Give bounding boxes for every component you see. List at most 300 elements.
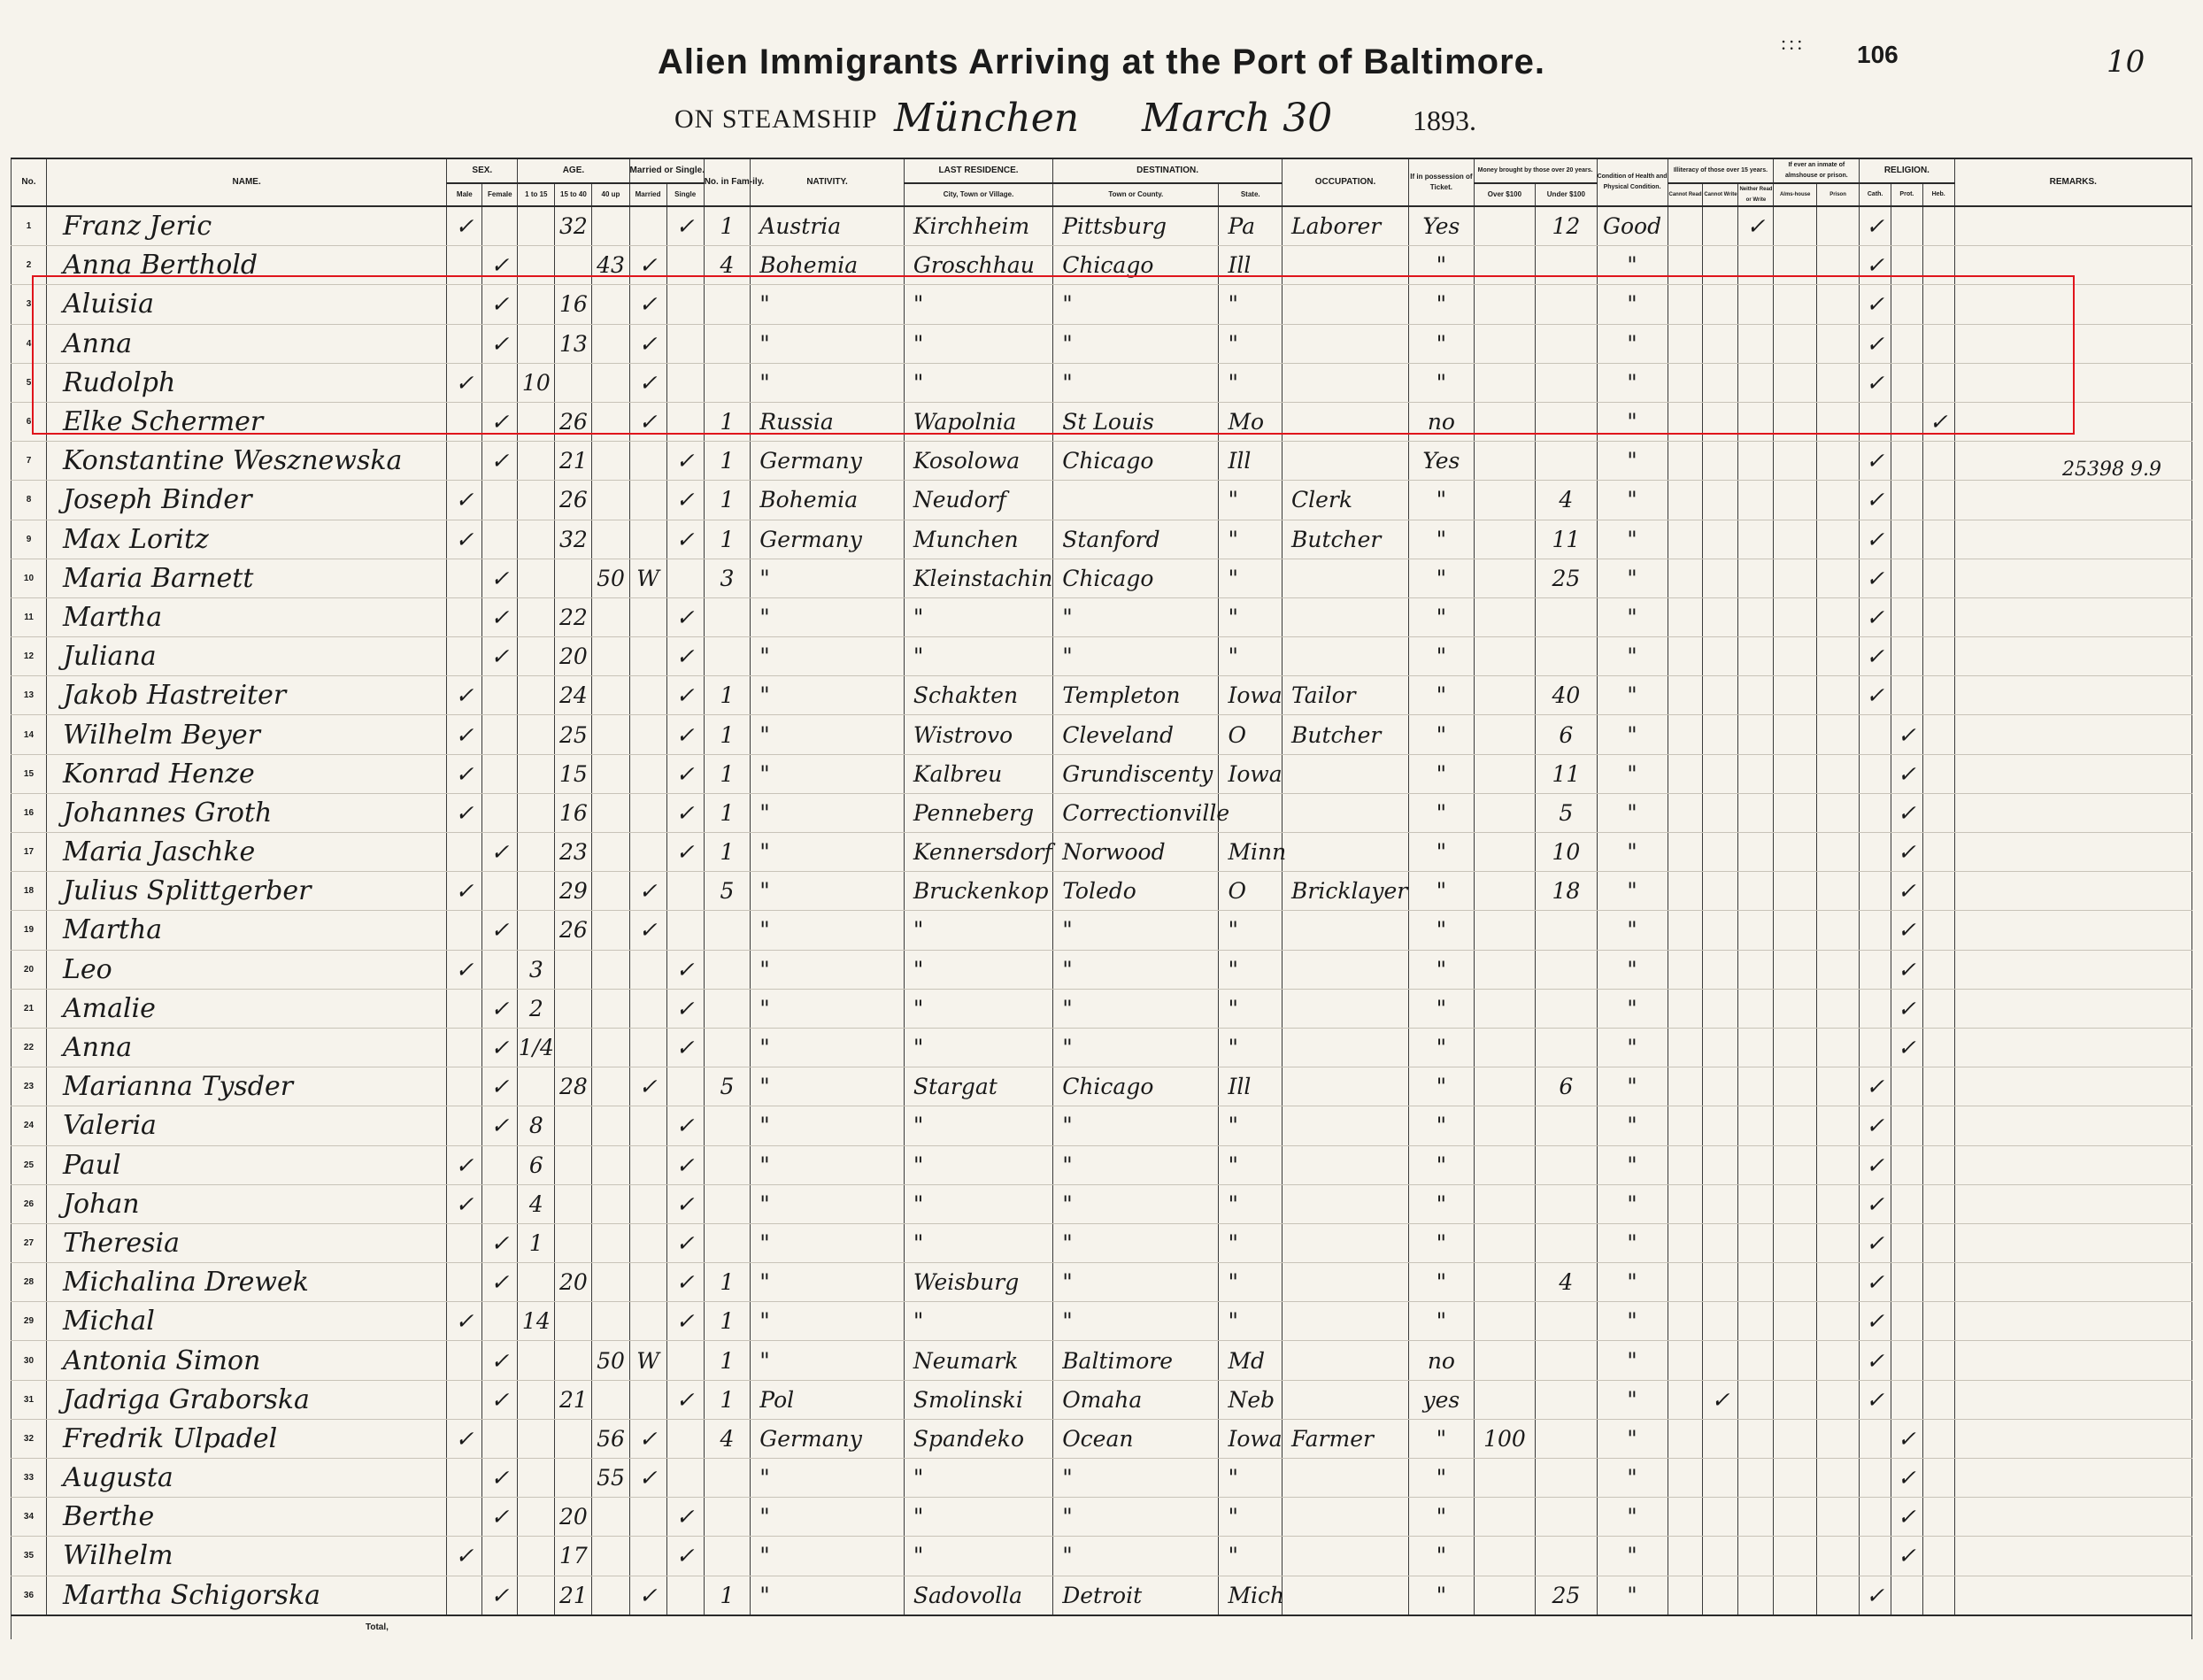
cell-money-over-100 [1474,597,1535,636]
cell-cannot-read [1668,1145,1703,1184]
cell-almshouse [1774,481,1816,520]
cell-remarks [1954,1302,2191,1341]
cell-destination-town: St Louis [1053,402,1219,441]
cell-destination-town: " [1053,1184,1219,1223]
cell-money-over-100 [1474,793,1535,832]
cell-age-15-40: 23 [555,833,592,872]
cell-religion-cath: ✓ [1860,246,1891,285]
cell-money-over-100 [1474,1223,1535,1262]
cell-no: 25 [12,1145,47,1184]
cell-married: W [629,1341,666,1380]
cell-destination-state: " [1219,1302,1283,1341]
cell-neither-read-write [1738,442,1774,481]
cell-male: ✓ [447,754,482,793]
cell-destination-state: Mich [1219,1576,1283,1615]
cell-neither-read-write [1738,1223,1774,1262]
cell-prison [1816,1537,1859,1576]
cell-residence: Spandeko [904,1419,1052,1458]
table-row [12,1380,2192,1419]
cell-almshouse [1774,637,1816,676]
cell-female: ✓ [482,1498,518,1537]
cell-prison [1816,833,1859,872]
cell-age-40-up: 55 [592,1459,629,1498]
cell-age-1-15 [518,676,555,715]
cell-remarks [1954,1067,2191,1106]
cell-residence: Stargat [904,1067,1052,1106]
cell-age-15-40: 26 [555,402,592,441]
cell-residence: Groschhau [904,246,1052,285]
cell-prison [1816,1106,1859,1145]
table-row [12,754,2192,793]
cell-money-under-100: 10 [1536,833,1597,872]
cell-condition: " [1597,989,1668,1028]
cell-age-15-40 [555,1341,592,1380]
cell-religion-cath: ✓ [1860,676,1891,715]
cell-married [629,520,666,559]
cell-cannot-write [1703,872,1738,911]
cell-married: ✓ [629,1067,666,1106]
cell-name: Anna Berthold [46,246,446,285]
cell-family: 1 [704,481,751,520]
cell-age-1-15: 1/4 [518,1028,555,1067]
table-row [12,1263,2192,1302]
cell-money-under-100 [1536,1223,1597,1262]
cell-married: W [629,559,666,597]
cell-almshouse [1774,1537,1816,1576]
cell-name: Max Loritz [46,520,446,559]
cell-name: Theresia [46,1223,446,1262]
cell-money-over-100 [1474,520,1535,559]
cell-age-40-up [592,793,629,832]
cell-age-40-up [592,950,629,989]
cell-destination-town: " [1053,950,1219,989]
cell-age-1-15 [518,520,555,559]
cell-nativity: " [751,1263,905,1302]
cell-destination-state: Ill [1219,246,1283,285]
cell-destination-town: " [1053,911,1219,950]
table-row [12,1576,2192,1615]
cell-remarks [1954,1145,2191,1184]
cell-cannot-write [1703,597,1738,636]
cell-male: ✓ [447,872,482,911]
cell-single [666,1459,704,1498]
cell-female [482,206,518,246]
cell-family: 1 [704,715,751,754]
cell-almshouse [1774,1341,1816,1380]
cell-neither-read-write [1738,872,1774,911]
cell-name: Juliana [46,637,446,676]
cell-cannot-read [1668,1498,1703,1537]
cell-no: 10 [12,559,47,597]
cell-occupation [1283,1576,1409,1615]
cell-ticket: " [1409,1576,1475,1615]
cell-money-over-100 [1474,833,1535,872]
cell-age-15-40: 26 [555,481,592,520]
cell-no: 20 [12,950,47,989]
cell-occupation [1283,1459,1409,1498]
cell-no: 24 [12,1106,47,1145]
cell-occupation [1283,1145,1409,1184]
cell-male: ✓ [447,715,482,754]
cell-cannot-read [1668,989,1703,1028]
cell-family: 1 [704,1380,751,1419]
cell-female: ✓ [482,559,518,597]
cell-destination-town: Chicago [1053,559,1219,597]
cell-male [447,1028,482,1067]
cell-occupation [1283,1263,1409,1302]
cell-married [629,989,666,1028]
cell-age-1-15 [518,754,555,793]
cell-destination-town: " [1053,597,1219,636]
cell-destination-state: " [1219,1223,1283,1262]
cell-family: 1 [704,793,751,832]
cell-nativity: " [751,597,905,636]
cell-residence: Bruckenkop [904,872,1052,911]
cell-prison [1816,442,1859,481]
cell-ticket: Yes [1409,442,1475,481]
cell-age-1-15 [518,1576,555,1615]
cell-ticket: " [1409,793,1475,832]
table-row [12,911,2192,950]
cell-religion-heb [1922,950,1954,989]
cell-condition: " [1597,950,1668,989]
cell-age-15-40: 16 [555,793,592,832]
col-under-100: Under $100 [1536,183,1597,206]
cell-family: 5 [704,1067,751,1106]
cell-cannot-read [1668,1067,1703,1106]
cell-residence: " [904,285,1052,324]
cell-prison [1816,481,1859,520]
cell-religion-prot [1891,481,1923,520]
cell-condition: Good [1597,206,1668,246]
cell-family: 1 [704,206,751,246]
cell-married [629,637,666,676]
cell-prison [1816,1459,1859,1498]
cell-residence: Sadovolla [904,1576,1052,1615]
cell-age-15-40: 24 [555,676,592,715]
cell-single: ✓ [666,442,704,481]
cell-cannot-read [1668,715,1703,754]
cell-money-over-100 [1474,950,1535,989]
cell-remarks [1954,1341,2191,1380]
cell-name: Augusta [46,1459,446,1498]
cell-religion-cath: ✓ [1860,637,1891,676]
col-female: Female [482,183,518,206]
cell-nativity: Austria [751,206,905,246]
cell-condition: " [1597,1459,1668,1498]
cell-money-under-100: 25 [1536,559,1597,597]
cell-male: ✓ [447,1537,482,1576]
cell-age-15-40 [555,1145,592,1184]
cell-age-15-40 [555,1223,592,1262]
cell-destination-town: " [1053,285,1219,324]
cell-cannot-read [1668,442,1703,481]
cell-money-over-100: 100 [1474,1419,1535,1458]
cell-male [447,442,482,481]
cell-nativity: " [751,754,905,793]
table-row [12,1184,2192,1223]
col-age-40-up: 40 up [592,183,629,206]
cell-prison [1816,793,1859,832]
cell-religion-prot: ✓ [1891,1028,1923,1067]
cell-male: ✓ [447,1184,482,1223]
cell-single: ✓ [666,950,704,989]
cell-female: ✓ [482,1380,518,1419]
cell-ticket: " [1409,754,1475,793]
table-row [12,637,2192,676]
cell-destination-state: Iowa [1219,676,1283,715]
cell-occupation [1283,793,1409,832]
cell-residence: " [904,1184,1052,1223]
cell-condition: " [1597,285,1668,324]
cell-cannot-write [1703,442,1738,481]
cell-female: ✓ [482,1341,518,1380]
table-row [12,1419,2192,1458]
cell-destination-town: " [1053,324,1219,363]
cell-married [629,1380,666,1419]
cell-money-over-100 [1474,1067,1535,1106]
cell-female: ✓ [482,637,518,676]
cell-name: Johannes Groth [46,793,446,832]
cell-religion-heb [1922,481,1954,520]
cell-religion-prot: ✓ [1891,833,1923,872]
cell-prison [1816,1576,1859,1615]
cell-single: ✓ [666,1263,704,1302]
cell-money-under-100 [1536,1184,1597,1223]
cell-neither-read-write [1738,481,1774,520]
cell-destination-state: " [1219,520,1283,559]
cell-destination-town: Chicago [1053,246,1219,285]
cell-destination-town: Cleveland [1053,715,1219,754]
cell-no: 9 [12,520,47,559]
cell-age-40-up [592,1576,629,1615]
cell-family: 1 [704,520,751,559]
cell-age-40-up [592,442,629,481]
scan-marks: ::: [1781,32,1806,54]
cell-family [704,911,751,950]
cell-religion-heb [1922,1341,1954,1380]
cell-religion-heb [1922,597,1954,636]
cell-neither-read-write [1738,1184,1774,1223]
cell-name: Martha [46,911,446,950]
cell-destination-state: Ill [1219,442,1283,481]
cell-occupation [1283,1537,1409,1576]
cell-married [629,1106,666,1145]
cell-residence: " [904,911,1052,950]
cell-male: ✓ [447,481,482,520]
cell-almshouse [1774,1184,1816,1223]
cell-prison [1816,754,1859,793]
cell-nativity: " [751,1106,905,1145]
cell-almshouse [1774,1263,1816,1302]
cell-money-under-100: 40 [1536,676,1597,715]
cell-remarks [1954,911,2191,950]
cell-occupation [1283,1184,1409,1223]
cell-ticket: " [1409,833,1475,872]
col-cannot-write: Cannot Write [1703,183,1738,206]
cell-male: ✓ [447,363,482,402]
cell-residence: " [904,1498,1052,1537]
cell-neither-read-write [1738,793,1774,832]
cell-age-40-up [592,520,629,559]
cell-destination-state: " [1219,1537,1283,1576]
cell-residence: Kosolowa [904,442,1052,481]
cell-occupation [1283,833,1409,872]
cell-no: 15 [12,754,47,793]
table-row [12,676,2192,715]
cell-female: ✓ [482,402,518,441]
cell-money-under-100 [1536,1459,1597,1498]
cell-single: ✓ [666,793,704,832]
cell-money-under-100 [1536,1498,1597,1537]
cell-religion-heb [1922,989,1954,1028]
cell-destination-state: O [1219,872,1283,911]
cell-destination-town: " [1053,1106,1219,1145]
cell-no: 23 [12,1067,47,1106]
cell-single: ✓ [666,520,704,559]
cell-age-40-up [592,676,629,715]
cell-age-40-up [592,1263,629,1302]
col-family: No. in Fam-ily. [704,158,751,206]
cell-remarks [1954,206,2191,246]
remark-entry: 25398 9.9 [2062,459,2161,481]
cell-destination-town: " [1053,1302,1219,1341]
cell-almshouse [1774,1028,1816,1067]
cell-condition: " [1597,1498,1668,1537]
cell-destination-town: Chicago [1053,1067,1219,1106]
cell-nativity: " [751,1223,905,1262]
cell-cannot-write [1703,1184,1738,1223]
cell-residence: Smolinski [904,1380,1052,1419]
cell-female [482,950,518,989]
cell-religion-prot [1891,1263,1923,1302]
cell-married [629,1302,666,1341]
cell-destination-state: Md [1219,1341,1283,1380]
cell-religion-heb [1922,1223,1954,1262]
cell-neither-read-write [1738,520,1774,559]
cell-religion-prot: ✓ [1891,1419,1923,1458]
cell-money-under-100: 11 [1536,754,1597,793]
cell-condition: " [1597,559,1668,597]
cell-family [704,1459,751,1498]
cell-neither-read-write [1738,1067,1774,1106]
cell-name: Michal [46,1302,446,1341]
cell-age-40-up [592,872,629,911]
cell-ticket: " [1409,1419,1475,1458]
col-name: NAME. [46,158,446,206]
cell-almshouse [1774,1380,1816,1419]
cell-remarks [1954,1419,2191,1458]
cell-destination-town: " [1053,637,1219,676]
cell-age-40-up [592,1380,629,1419]
cell-condition: " [1597,442,1668,481]
cell-age-40-up [592,911,629,950]
cell-cannot-read [1668,481,1703,520]
cell-age-1-15 [518,206,555,246]
cell-married: ✓ [629,1459,666,1498]
cell-nativity: Bohemia [751,481,905,520]
cell-married [629,715,666,754]
cell-age-15-40 [555,1106,592,1145]
cell-age-15-40: 32 [555,520,592,559]
cell-religion-prot [1891,206,1923,246]
cell-age-15-40: 20 [555,1498,592,1537]
cell-money-over-100 [1474,989,1535,1028]
cell-money-over-100 [1474,1380,1535,1419]
cell-single: ✓ [666,1145,704,1184]
cell-female: ✓ [482,246,518,285]
cell-money-under-100 [1536,1145,1597,1184]
cell-remarks [1954,597,2191,636]
cell-nativity: " [751,1576,905,1615]
cell-destination-state: " [1219,363,1283,402]
cell-married: ✓ [629,402,666,441]
cell-female: ✓ [482,1028,518,1067]
cell-male [447,833,482,872]
cell-nativity: " [751,715,905,754]
cell-married [629,1028,666,1067]
cell-religion-prot [1891,1380,1923,1419]
cell-ticket: " [1409,1498,1475,1537]
cell-family [704,1223,751,1262]
cell-destination-town: Pittsburg [1053,206,1219,246]
cell-remarks [1954,833,2191,872]
cell-nativity: " [751,285,905,324]
cell-cannot-read [1668,1184,1703,1223]
cell-nativity: " [751,676,905,715]
cell-almshouse [1774,520,1816,559]
cell-single: ✓ [666,1498,704,1537]
cell-no: 34 [12,1498,47,1537]
cell-female: ✓ [482,1067,518,1106]
cell-age-40-up [592,206,629,246]
cell-no: 14 [12,715,47,754]
cell-occupation: Tailor [1283,676,1409,715]
cell-residence: Kleinstachin [904,559,1052,597]
ship-name: München [894,96,1080,141]
cell-ticket: " [1409,1184,1475,1223]
cell-male: ✓ [447,206,482,246]
cell-occupation [1283,1223,1409,1262]
cell-religion-cath [1860,911,1891,950]
col-almshouse: Alms-house [1774,183,1816,206]
cell-cannot-read [1668,1106,1703,1145]
cell-religion-heb [1922,559,1954,597]
cell-name: Paul [46,1145,446,1184]
cell-cannot-read [1668,950,1703,989]
cell-remarks [1954,754,2191,793]
cell-destination-state: " [1219,950,1283,989]
cell-name: Rudolph [46,363,446,402]
cell-family: 1 [704,1302,751,1341]
cell-age-40-up [592,754,629,793]
cell-ticket: yes [1409,1380,1475,1419]
cell-family [704,1498,751,1537]
cell-remarks [1954,950,2191,989]
cell-condition: " [1597,246,1668,285]
cell-religion-heb [1922,206,1954,246]
cell-family: 1 [704,402,751,441]
cell-female [482,754,518,793]
cell-occupation: Butcher [1283,715,1409,754]
cell-cannot-read [1668,1419,1703,1458]
table-row [12,950,2192,989]
highlight-box [32,275,2075,435]
cell-no: 22 [12,1028,47,1067]
cell-male: ✓ [447,950,482,989]
cell-neither-read-write [1738,1263,1774,1302]
cell-occupation [1283,989,1409,1028]
